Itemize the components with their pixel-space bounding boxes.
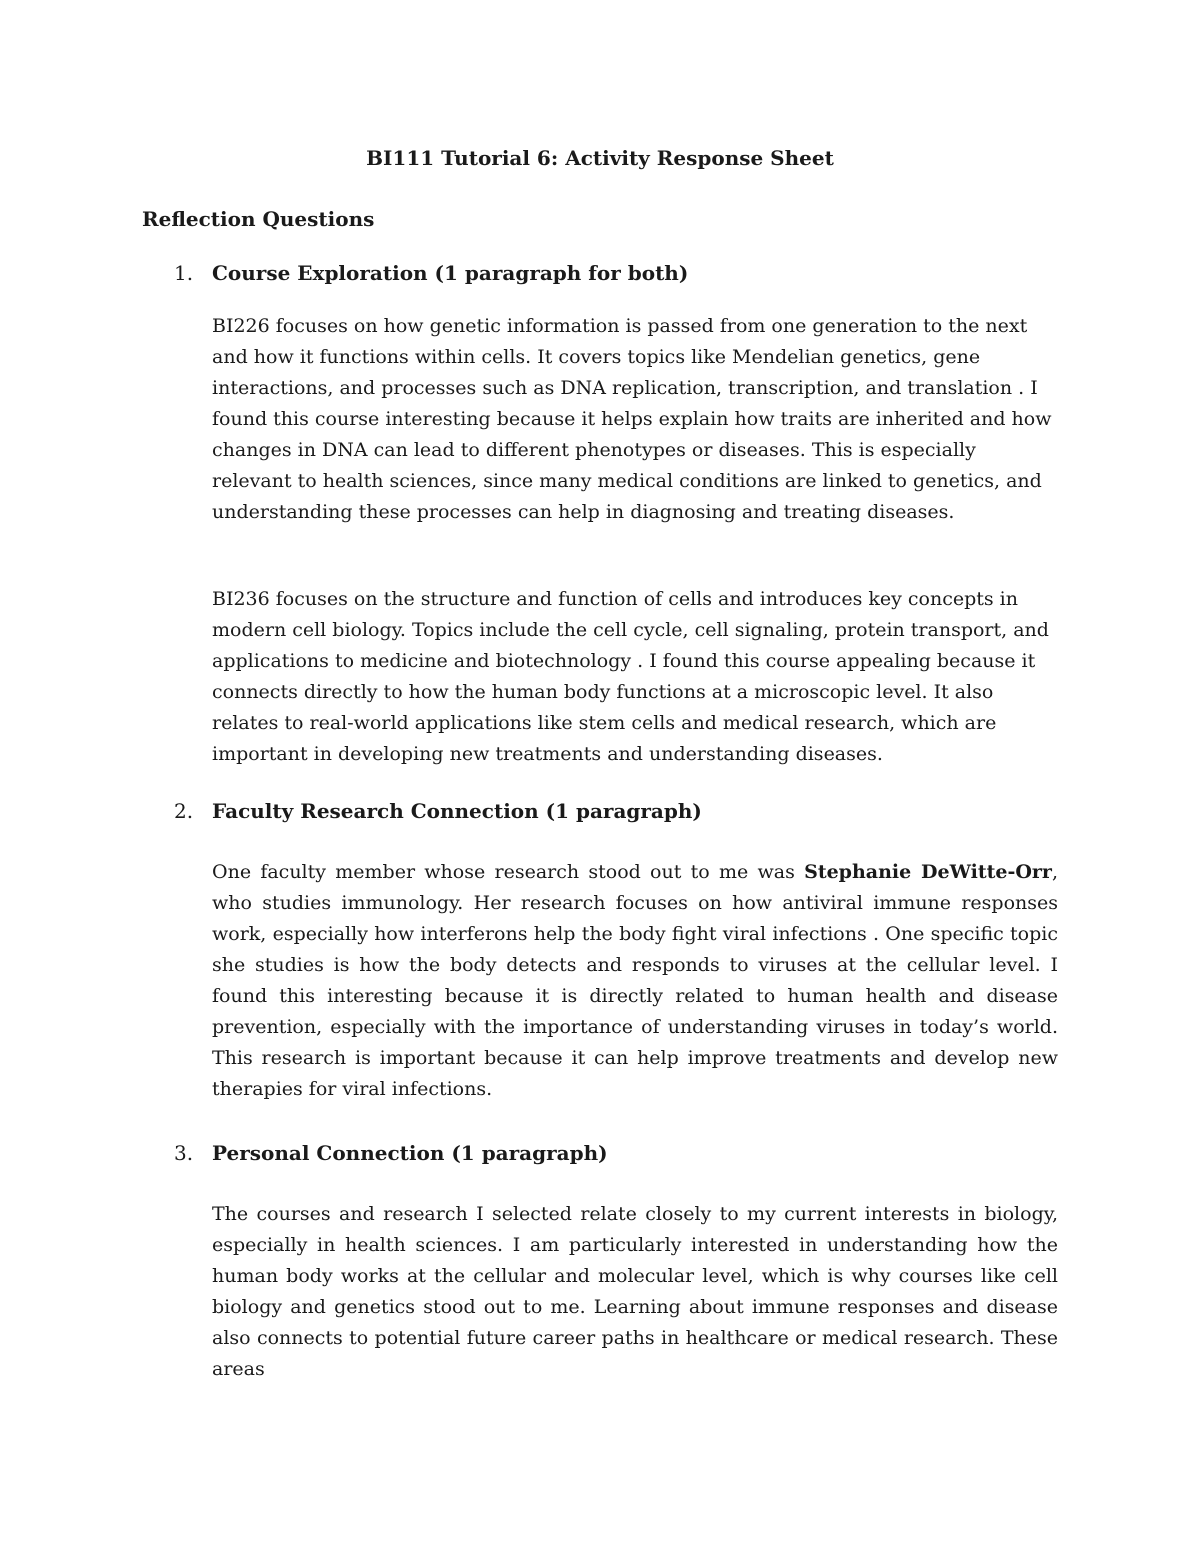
question-2-number: 2.: [174, 799, 194, 823]
question-3-heading: Personal Connection (1 paragraph): [212, 1141, 608, 1165]
question-1-paragraph-2: BI236 focuses on the structure and function of cells and introduces key concepts in modern cell biology. Topics include the cell cycle, cell signaling, protein transport, and applications to medicine and biotechnology . I found this course appealing because it connects directly to how the human body functions at a microscopic level. It also relates to real-world applications like stem cells and medical research, which are important in developing new treatments and understanding diseases.: [212, 588, 1049, 765]
question-2-heading: Faculty Research Connection (1 paragraph): [212, 799, 702, 823]
document-title: BI111 Tutorial 6: Activity Response Sheet: [366, 146, 834, 170]
question-2-paragraph-body: , who studies immunology. Her research focuses on how antiviral immune responses work, especially how interferons help the body fight viral infections . One specific topic she studies is how the body detects and responds to viruses at the cellular level. I found this interesting because it is directly related to human health and disease prevention, especially with the importance of understanding viruses in today’s world. This research is important because it can help improve treatments and develop new therapies for viral infections.: [212, 861, 1058, 1100]
question-1-heading: Course Exploration (1 paragraph for both): [212, 261, 689, 285]
question-3-paragraph: The courses and research I selected relate closely to my current interests in biology, especially in health sciences. I am particularly interested in understanding how the human body works at the cellular and molecular level, which is why courses like cell biology and genetics stood out to me. Learning about immune responses and disease also connects to potential future career paths in healthcare or medical research. These areas: [212, 1203, 1058, 1380]
question-2-paragraph-intro: One faculty member whose research stood out to me was: [212, 861, 805, 883]
question-2-paragraph: [212, 857, 1058, 1105]
question-1-paragraph-1: BI226 focuses on how genetic information is passed from one generation to the next and how it functions within cells. It covers topics like Mendelian genetics, gene interactions, and processes such as DNA replication, transcription, and translation . I found this course interesting because it helps explain how traits are inherited and how changes in DNA can lead to different phenotypes or diseases. This is especially relevant to health sciences, since many medical conditions are linked to genetics, and understanding these processes can help in diagnosing and treating diseases.: [212, 315, 1052, 523]
faculty-name: Stephanie DeWitte-Orr: [804, 861, 1052, 883]
question-1-number: 1.: [174, 261, 194, 285]
question-3-number: 3.: [174, 1141, 194, 1165]
section-heading: Reflection Questions: [142, 207, 375, 231]
